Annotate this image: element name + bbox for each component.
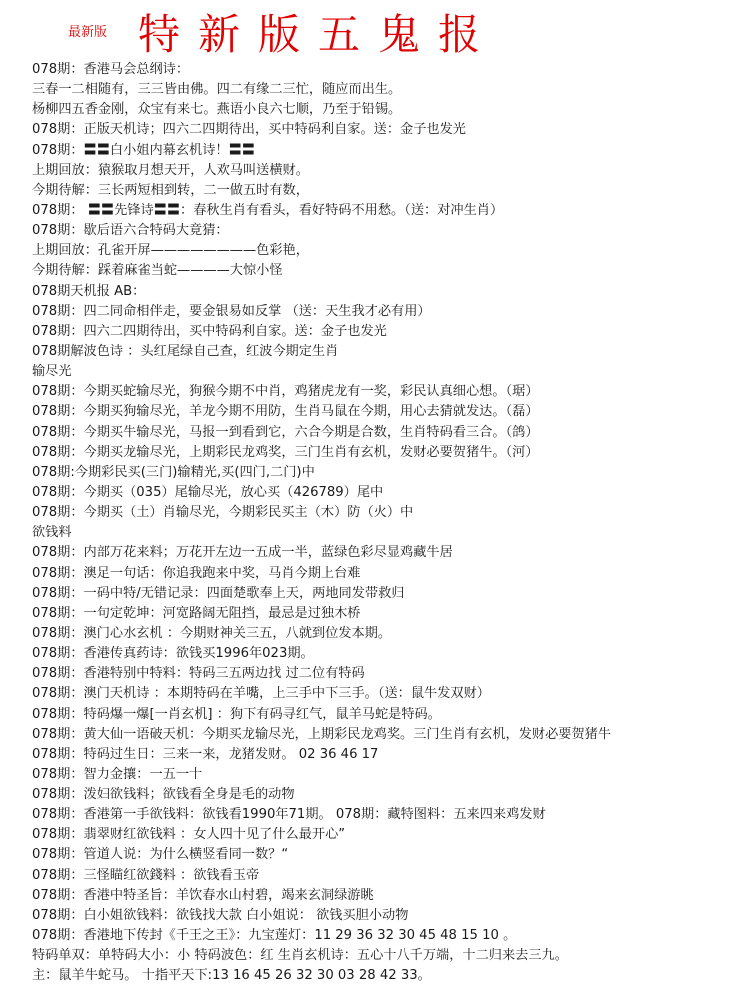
- text-line: 078期：今期买牛输尽光，马报一到看到它，六合今期是合数，生肖特码看三合。（鸽）: [32, 424, 539, 440]
- text-line: 078期：一句定乾坤：河宽路阔无阻挡，最忌是过独木桥: [32, 605, 361, 621]
- text-line: 三春一二相随有，三三皆由佛。四二有缘二三忙，随应而出生。: [32, 82, 402, 98]
- text-line: 078期：四六二四期待出，买中特码利自家。送：金子也发光: [32, 323, 387, 339]
- text-line: 078期：管道人说：为什么横竖看同一数？“: [32, 847, 289, 863]
- text-line: 今期待解：三长两短相到转，二一做五时有数，: [32, 182, 309, 198]
- text-line: 上期回放：猿猴取月想天开，人欢马叫送横财。: [32, 162, 309, 178]
- text-line: 078期:今期彩民买(三门)输精光,买(四门,二门)中: [32, 464, 315, 480]
- header: [0, 0, 736, 60]
- text-line: 078期：香港中特圣旨：羊饮春水山村碧，竭来玄洞绿游眺: [32, 887, 374, 903]
- text-line: 上期回放：孔雀开屏————————色彩艳，: [32, 243, 309, 259]
- text-line: 078期：特码过生日：三来一来，龙猪发财。 02 36 46 17: [32, 746, 379, 762]
- text-line: 078期：特码爆一爆[一肖玄机] ：狗下有码寻红气，鼠羊马蛇是特码。: [32, 706, 441, 722]
- text-line: 主：鼠羊牛蛇马。 十指平天下:13 16 45 26 32 30 03 28 42 33。: [32, 968, 431, 984]
- bulletin-content: [32, 60, 732, 986]
- text-line: 078期：〓〓白小姐内幕玄机诗！〓〓: [32, 142, 255, 158]
- text-line: 078期：正版天机诗；四六二四期待出，买中特码利自家。送：金子也发光: [32, 122, 466, 138]
- text-line: 078期：黄大仙一语破天机：今期买龙输尽光，上期彩民龙鸡奖。三门生肖有玄机，发财必要贺猪牛: [32, 726, 612, 742]
- text-line: 078期：白小姐欲钱料：欲钱找大款 白小姐说： 欲钱买胆小动物: [32, 907, 409, 923]
- text-line: 078期：今期买蛇输尽光，狗猴今期不中肖，鸡猪虎龙有一奖，彩民认真细心想。（琚）: [32, 384, 539, 400]
- text-line: 078期： 〓〓先锋诗〓〓：春秋生肖有看头，看好特码不用愁。（送：对冲生肖）: [32, 202, 504, 218]
- text-line: 078期解波色诗 ：头红尾绿自己查，红波今期定生肖: [32, 343, 339, 359]
- text-line: 078期：香港特别中特料：特码三五两边找 过二位有特码: [32, 666, 365, 682]
- text-line: 078期：歇后语六合特码大竟猜：: [32, 223, 229, 239]
- text-line: 078期：智力金攘：一五一十: [32, 766, 203, 782]
- text-line: 078期：翡翠财红欲钱料 ：女人四十见了什么最开心”: [32, 827, 346, 843]
- page-title: 特新版五鬼报: [138, 10, 499, 59]
- text-line: 078期：今期买（土）肖输尽光，今期彩民买主（木）防（火）中: [32, 505, 414, 521]
- text-line: 078期：三怪瞄红欲錢料 ：欲钱看玉帝: [32, 867, 260, 883]
- text-line: 078期：澳足一句话：你追我跑来中奖，马肖今期上台难: [32, 565, 361, 581]
- text-line: 078期：澳门心水玄机 ：今期财神关三五，八就到位发本期。: [32, 625, 392, 641]
- text-line: 078期：今期买（035）尾输尽光，放心买（426789）尾中: [32, 484, 384, 500]
- text-line: 078期天机报 AB：: [32, 283, 146, 299]
- edition-label: 最新版: [68, 25, 108, 40]
- text-line: 今期待解：踩着麻雀当蛇————大惊小怪: [32, 263, 283, 279]
- text-line: 078期：香港第一手欲钱料：欲钱看1990年71期。 078期：藏特图料：五来四来鸡发财: [32, 807, 546, 823]
- text-line: 078期：香港马会总纲诗：: [32, 62, 190, 77]
- text-line: 特码单双：单特码大小：小 特码波色：红 生肖玄机诗：五心十八千万端，十二归来去三九。: [32, 948, 568, 964]
- text-line: 078期：四二同命相伴走，要金银易如反掌 （送：天生我才必有用）: [32, 303, 431, 319]
- text-line: 欲钱料: [32, 525, 72, 541]
- text-line: 078期：今期买龙输尽光，上期彩民龙鸡奖，三门生肖有玄机，发财必要贺猪牛。（河）: [32, 444, 539, 460]
- text-line: 078期：泼妇欲钱料；欲钱看全身是毛的动物: [32, 787, 295, 803]
- text-line: 078期：香港传真药诗：欲钱买1996年023期。: [32, 646, 314, 662]
- text-line: 输尽光: [32, 364, 72, 380]
- text-line: 078期：香港地下传封《千王之王》：九宝莲灯：11 29 36 32 30 45 48 15 10 。: [32, 928, 517, 944]
- text-line: 078期：今期买狗输尽光，羊龙今期不用防，生肖马鼠在今期，用心去猜就发达。（磊）: [32, 404, 539, 420]
- text-line: 078期：内部万花来料；万花开左边一五成一半，蓝绿色彩尽显鸡藏牛居: [32, 545, 453, 561]
- text-line: 078期：一码中特/无错记录：四面楚歌奉上天，两地同发带救归: [32, 585, 405, 601]
- text-line: 078期：澳门天机诗 ：本期特码在羊嘴，上三手中下三手。（送：鼠牛发双财）: [32, 686, 490, 702]
- text-line: 杨柳四五香金刚，众宝有来七。燕语小良六七顺，乃至于铅锡。: [32, 102, 402, 118]
